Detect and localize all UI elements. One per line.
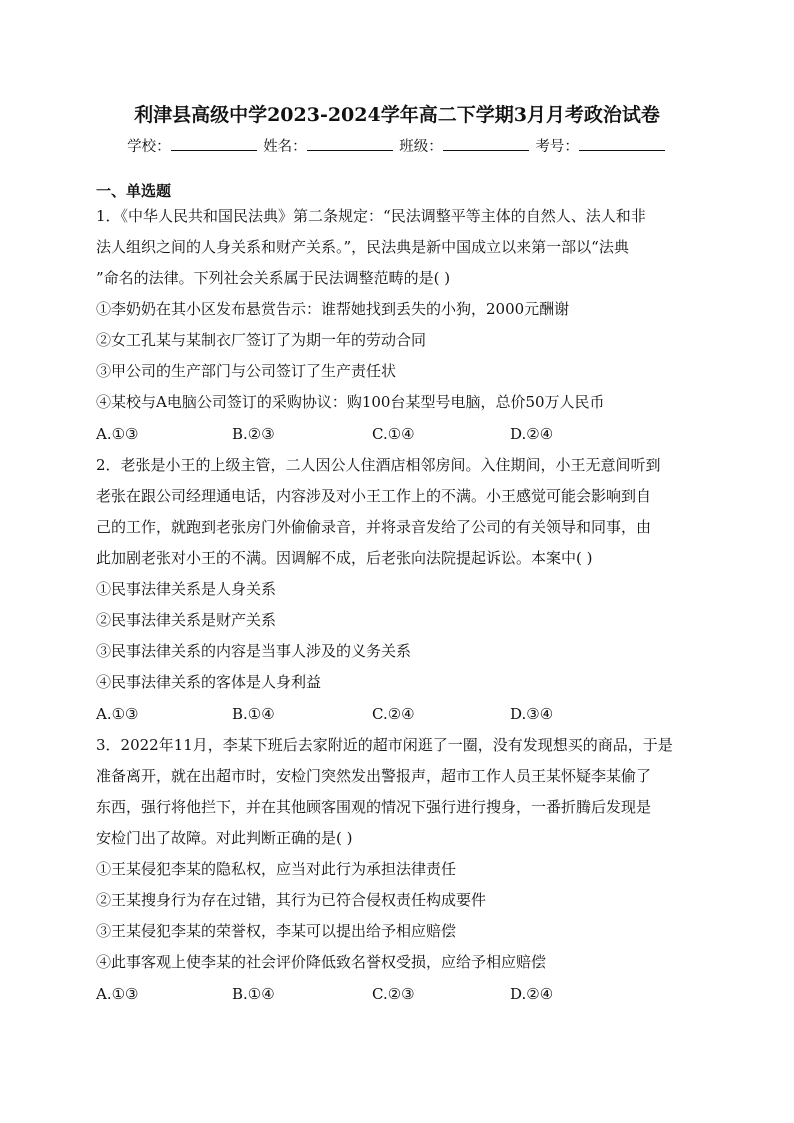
question-3-statement: ③王某侵犯李某的荣誉权，李某可以提出给予相应赔偿 — [96, 922, 457, 940]
number-label: 考号： — [535, 139, 579, 155]
option-d[interactable]: D.②④ — [510, 425, 554, 443]
question-2-line: 此加剧老张对小王的不满。因调解不成，后老张向法院提起诉讼。本案中( ) — [96, 549, 593, 567]
option-d[interactable]: D.③④ — [510, 705, 554, 723]
question-3-statement: ④此事客观上使李某的社会评价降低致名誉权受损，应给予相应赔偿 — [96, 953, 547, 971]
option-b[interactable]: B.①④ — [232, 705, 275, 723]
question-3-line: 3．2022年11月，李某下班后去家附近的超市闲逛了一圈，没有发现想买的商品，于是 — [96, 736, 673, 754]
question-2-line: 己的工作，就跑到老张房门外偷偷录音，并将录音发给了公司的有关领导和同事，由 — [96, 518, 652, 536]
number-blank[interactable] — [579, 138, 665, 151]
school-label: 学校： — [127, 139, 171, 155]
page-title: 利津县高级中学2023-2024学年高二下学期3月月考政治试卷 — [134, 104, 660, 126]
option-a[interactable]: A.①③ — [96, 425, 139, 443]
school-blank[interactable] — [171, 138, 257, 151]
question-2-line: 老张在跟公司经理通电话，内容涉及对小王工作上的不满。小王感觉可能会影响到自 — [96, 487, 652, 505]
question-1-statement: ②女工孔某与某制衣厂签订了为期一年的劳动合同 — [96, 331, 427, 349]
question-2-statement: ①民事法律关系是人身关系 — [96, 580, 277, 598]
question-3-line: 准备离开，就在出超市时，安检门突然发出警报声，超市工作人员王某怀疑李某偷了 — [96, 767, 652, 785]
option-a[interactable]: A.①③ — [96, 705, 139, 723]
question-2-statement: ④民事法律关系的客体是人身利益 — [96, 673, 322, 691]
option-b[interactable]: B.②③ — [232, 425, 275, 443]
question-3-line: 东西，强行将他拦下，并在其他顾客围观的情况下强行进行搜身，一番折腾后发现是 — [96, 798, 652, 816]
name-label: 姓名： — [263, 139, 307, 155]
option-d[interactable]: D.②④ — [510, 985, 554, 1003]
option-c[interactable]: C.①④ — [372, 425, 415, 443]
option-b[interactable]: B.①④ — [232, 985, 275, 1003]
question-1-statement: ③甲公司的生产部门与公司签订了生产责任状 — [96, 362, 397, 380]
class-label: 班级： — [399, 139, 443, 155]
option-c[interactable]: C.②③ — [372, 985, 415, 1003]
question-2-statement: ③民事法律关系的内容是当事人涉及的义务关系 — [96, 642, 412, 660]
question-1-line: 1．《中华人民共和国民法典》第二条规定：“民法调整平等主体的自然人、法人和非 — [96, 207, 646, 225]
option-c[interactable]: C.②④ — [372, 705, 415, 723]
question-1-line: 法人组织之间的人身关系和财产关系。”，民法典是新中国成立以来第一部以“法典 — [96, 238, 629, 256]
question-3-line: 安检门出了故障。对此判断正确的是( ) — [96, 829, 353, 847]
section-heading: 一、单选题 — [96, 182, 172, 200]
question-3-statement: ①王某侵犯李某的隐私权，应当对此行为承担法律责任 — [96, 860, 457, 878]
question-3-statement: ②王某搜身行为存在过错，其行为已符合侵权责任构成要件 — [96, 891, 487, 909]
option-a[interactable]: A.①③ — [96, 985, 139, 1003]
question-1-statement: ①李奶奶在其小区发布悬赏告示：谁帮她找到丢失的小狗，2000元酬谢 — [96, 300, 570, 318]
question-2-statement: ②民事法律关系是财产关系 — [96, 611, 277, 629]
question-1-line: ”命名的法律。下列社会关系属于民法调整范畴的是( ) — [96, 269, 451, 287]
question-2-line: 2．老张是小王的上级主管，二人因公人住酒店相邻房间。入住期间，小王无意间听到 — [96, 456, 661, 474]
question-1-statement: ④某校与A电脑公司签订的采购协议：购100台某型号电脑，总价50万人民币 — [96, 393, 605, 411]
student-info-line — [0, 135, 794, 156]
name-blank[interactable] — [307, 138, 393, 151]
class-blank[interactable] — [443, 138, 529, 151]
